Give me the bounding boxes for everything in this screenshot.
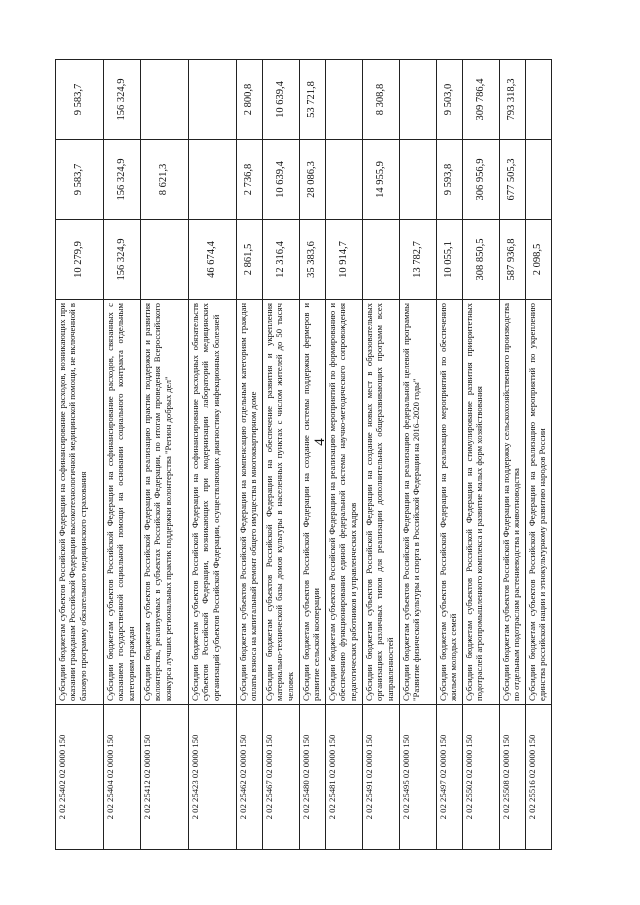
amount-2020-cell (141, 220, 189, 300)
description-text: Субсидии бюджетам субъектов Российской Федерации на создание системы поддержки фермеров и развитие сельской кооперации (301, 303, 322, 701)
amount-2022-cell (56, 60, 104, 140)
budget-code-cell (104, 705, 141, 850)
amount-2021-text: 9 593,8 (443, 163, 455, 196)
amount-2022-cell (363, 60, 400, 140)
budget-code-cell (141, 705, 189, 850)
amount-2021-cell (237, 140, 263, 220)
table-row (437, 60, 463, 850)
amount-2020-cell (104, 220, 141, 300)
budget-code-text: 2 02 25497 02 0000 150 (438, 734, 448, 820)
amount-2020-text: 587 936,8 (506, 238, 518, 281)
amount-2021-text: 156 324,9 (115, 158, 127, 201)
table-row (56, 60, 104, 850)
description-cell (326, 300, 363, 705)
amount-2022-text: 10 639,4 (274, 81, 286, 118)
amount-2021-cell (263, 140, 300, 220)
page-number: 4 (312, 438, 328, 446)
budget-code-cell (300, 705, 326, 850)
amount-2021-cell (141, 140, 189, 220)
budget-code-cell (326, 705, 363, 850)
description-cell (300, 300, 326, 705)
description-text: Субсидии бюджетам субъектов Российской Федерации на реализацию федеральной целевой программы "Развитие физической культуры и спорта в Российской Федерации на 2016–2020 годы" (401, 303, 422, 701)
amount-2021-cell (56, 140, 104, 220)
amount-2022-text: 156 324,9 (115, 78, 127, 121)
amount-2021-cell (526, 140, 552, 220)
description-text: Субсидии бюджетам субъектов Российской Федерации на поддержку сельскохозяйственного производства по отдельным подотраслям растениеводства и животноводства (501, 303, 522, 701)
amount-2020-text: 10 055,1 (443, 241, 455, 278)
amount-2022-text: 309 786,4 (474, 78, 486, 121)
amount-2021-cell (326, 140, 363, 220)
description-text: Субсидии бюджетам субъектов Российской Федерации на реализацию мероприятий по обеспечению жильем молодых семей (438, 303, 459, 701)
budget-code-text: 2 02 25423 02 0000 150 (190, 734, 200, 820)
amount-2022-text: 793 318,3 (506, 78, 518, 121)
budget-code-cell (400, 705, 437, 850)
budget-code-cell (463, 705, 500, 850)
budget-code-cell (363, 705, 400, 850)
description-cell (500, 300, 526, 705)
amount-2021-cell (104, 140, 141, 220)
amount-2022-cell (104, 60, 141, 140)
amount-2022-cell (263, 60, 300, 140)
description-text: Субсидии бюджетам субъектов Российской Федерации на реализацию практик поддержки и развития волонтерства, реализуемых в субъектах Российской Федерации, по итогам проведения Всероссийского конкурса лучших региональных практик поддержки волонтерства "Регион добрых дел" (142, 303, 173, 701)
table-row (104, 60, 141, 850)
description-text: Субсидии бюджетам субъектов Российской Федерации на компенсацию отдельным категориям граждан оплаты взноса на капитальный ремонт общего имущества в многоквартирном доме (238, 303, 259, 701)
amount-2021-text: 14 955,9 (374, 161, 386, 198)
amount-2021-text: 677 505,3 (506, 158, 518, 201)
amount-2020-cell (326, 220, 363, 300)
table-row (326, 60, 363, 850)
budget-code-text: 2 02 25412 02 0000 150 (142, 734, 152, 820)
description-cell (237, 300, 263, 705)
amount-2020-text: 10 914,7 (337, 241, 349, 278)
table-row (189, 60, 237, 850)
budget-code-text: 2 02 25462 02 0000 150 (238, 734, 248, 820)
amount-2022-cell (189, 60, 237, 140)
amount-2021-text: 10 639,4 (274, 161, 286, 198)
budget-code-text: 2 02 25467 02 0000 150 (264, 734, 274, 820)
amount-2020-cell (437, 220, 463, 300)
amount-2022-cell (463, 60, 500, 140)
amount-2022-cell (326, 60, 363, 140)
description-text: Субсидии бюджетам субъектов Российской Федерации на софинансирование расходов, связанных с оказанием государственной социальной помощи на основании социального контракта отдельным категориям граждан (105, 303, 136, 701)
amount-2022-cell (437, 60, 463, 140)
amount-2020-text: 35 383,6 (306, 241, 318, 278)
amount-2022-text: 8 308,8 (374, 83, 386, 116)
table-row (500, 60, 526, 850)
budget-code-text: 2 02 25402 02 0000 150 (57, 734, 67, 820)
description-cell (400, 300, 437, 705)
amount-2020-cell (400, 220, 437, 300)
budget-code-text: 2 02 25508 02 0000 150 (501, 734, 511, 820)
budget-code-text: 2 02 25404 02 0000 150 (105, 734, 115, 820)
amount-2020-cell (363, 220, 400, 300)
table-row (300, 60, 326, 850)
budget-code-text: 2 02 25502 02 0000 150 (464, 734, 474, 820)
description-text: Субсидии бюджетам субъектов Российской Федерации на создание новых мест в образовательных организациях различных типов для реализации дополнительных общеразвивающих программ всех направленностей (364, 303, 395, 701)
amount-2021-text: 28 086,3 (306, 161, 318, 198)
amount-2021-cell (400, 140, 437, 220)
description-text: Субсидии бюджетам субъектов Российской Федерации на реализацию мероприятий по укреплению единства российской нации и этнокультурному развитию народов России (527, 303, 548, 701)
amount-2021-text: 306 956,9 (474, 158, 486, 201)
budget-table (55, 59, 552, 850)
budget-code-cell (500, 705, 526, 850)
description-text: Субсидии бюджетам субъектов Российской Федерации на софинансирование расходов, возникающих при оказании гражданам Российской Федерации высокотехнологичной медицинской помощи, не включенной в базовую программу обязательного медицинского страхования (57, 303, 88, 701)
table-row (363, 60, 400, 850)
description-cell (463, 300, 500, 705)
budget-code-text: 2 02 25491 02 0000 150 (364, 734, 374, 820)
amount-2020-text: 156 324,9 (115, 238, 127, 281)
amount-2020-text: 46 674,4 (206, 241, 218, 278)
amount-2021-text: 2 736,8 (243, 163, 255, 196)
table-row (463, 60, 500, 850)
amount-2020-cell (526, 220, 552, 300)
amount-2020-cell (463, 220, 500, 300)
amount-2020-cell (500, 220, 526, 300)
amount-2021-text: 8 621,3 (158, 163, 170, 196)
table-row (263, 60, 300, 850)
description-text: Субсидии бюджетам субъектов Российской Федерации на реализацию мероприятий по формированию и обеспечению функционирования единой федеральной системы научно-методического сопровождения педагогических работников и управленческих кадров (327, 303, 358, 701)
table-row (141, 60, 189, 850)
description-text: Субсидии бюджетам субъектов Российской Федерации на обеспечение развития и укрепления материально-технической базы домов культуры в населенных пунктах с числом жителей до 50 тысяч человек (264, 303, 295, 701)
amount-2020-cell (56, 220, 104, 300)
amount-2020-cell (263, 220, 300, 300)
amount-2020-text: 2 098,5 (532, 243, 544, 276)
description-cell (104, 300, 141, 705)
rotated-table-container (55, 60, 575, 850)
amount-2021-cell (437, 140, 463, 220)
description-text: Субсидии бюджетам субъектов Российской Федерации на софинансирование расходных обязательств субъектов Российской Федерации, возникающих при модернизации лабораторий медицинских организаций субъектов Российской Федерации, осуществляющих диагностику инфекционных болезней (190, 303, 221, 701)
budget-code-text: 2 02 25516 02 0000 150 (527, 734, 537, 820)
amount-2022-cell (526, 60, 552, 140)
budget-code-text: 2 02 25495 02 0000 150 (401, 734, 411, 820)
amount-2022-cell (237, 60, 263, 140)
description-cell (56, 300, 104, 705)
amount-2020-cell (189, 220, 237, 300)
amount-2022-cell (500, 60, 526, 140)
amount-2021-cell (500, 140, 526, 220)
description-cell (189, 300, 237, 705)
amount-2022-text: 9 503,0 (443, 83, 455, 116)
amount-2021-cell (463, 140, 500, 220)
amount-2020-text: 13 782,7 (411, 241, 423, 278)
budget-code-text: 2 02 25481 02 0000 150 (327, 734, 337, 820)
amount-2020-cell (237, 220, 263, 300)
budget-code-cell (237, 705, 263, 850)
amount-2022-cell (141, 60, 189, 140)
amount-2021-cell (363, 140, 400, 220)
amount-2022-cell (400, 60, 437, 140)
amount-2020-text: 10 279,9 (73, 241, 85, 278)
description-cell (363, 300, 400, 705)
budget-code-cell (526, 705, 552, 850)
amount-2020-text: 2 861,5 (243, 243, 255, 276)
amount-2021-cell (300, 140, 326, 220)
budget-code-cell (263, 705, 300, 850)
amount-2022-text: 2 800,8 (243, 83, 255, 116)
amount-2020-cell (300, 220, 326, 300)
table-row (237, 60, 263, 850)
amount-2022-cell (300, 60, 326, 140)
table-row (526, 60, 552, 850)
budget-code-text: 2 02 25480 02 0000 150 (301, 734, 311, 820)
amount-2020-text: 308 850,5 (474, 238, 486, 281)
description-cell (263, 300, 300, 705)
description-cell (437, 300, 463, 705)
description-cell (141, 300, 189, 705)
description-text: Субсидии бюджетам субъектов Российской Федерации на стимулирование развития приоритетных подотраслей агропромышленного комплекса и развитие малых форм хозяйствования (464, 303, 485, 701)
budget-table-body (56, 60, 552, 850)
amount-2022-text: 9 583,7 (73, 83, 85, 116)
budget-code-cell (189, 705, 237, 850)
amount-2021-cell (189, 140, 237, 220)
table-row (400, 60, 437, 850)
amount-2021-text: 9 583,7 (73, 163, 85, 196)
amount-2022-text: 53 721,8 (306, 81, 318, 118)
budget-code-cell (437, 705, 463, 850)
budget-code-cell (56, 705, 104, 850)
description-cell (526, 300, 552, 705)
amount-2020-text: 12 316,4 (274, 241, 286, 278)
